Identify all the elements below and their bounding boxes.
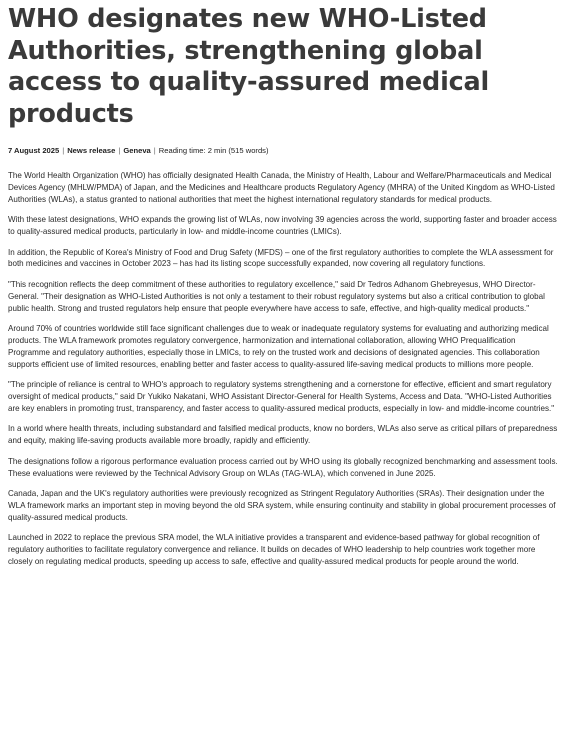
body-paragraph: "The principle of reliance is central to WHO's approach to regulatory systems strengthening and a cornerstone for effective, efficient and smart regulatory oversight of medical products," said Dr Yukiko Nakatani, WHO Assistant Director-General for Health Systems, Access and Data. "WHO-Listed Authorities are key enablers in promoting trust, transparency, and faster access to quality-assured medical products, especially in low- and middle-income countries." (8, 380, 555, 413)
article-title: WHO designates new WHO-Listed Authorities, strengthening global access to quality-assured medical products (8, 4, 490, 129)
meta-separator: | (153, 146, 156, 155)
body-paragraph: With these latest designations, WHO expands the growing list of WLAs, now involving 39 agencies across the world, supporting faster and broader access to quality-assured medical products, particularly in low- and middle-income countries (LMICs). (8, 215, 557, 237)
body-paragraph: Launched in 2022 to replace the previous SRA model, the WLA initiative provides a transparent and evidence-based pathway for global recognition of regulatory authorities to facilitate regulatory convergence and reliance. It builds on decades of WHO leadership to help countries work together more closely on regulating medical products, speeding up access to safe, effective and quality-assured medical products for people around the world. (8, 533, 540, 567)
article-meta (8, 146, 559, 156)
meta-separator: | (118, 146, 121, 155)
body-paragraph: Around 70% of countries worldwide still face significant challenges due to weak or inadequate regulatory systems for evaluating and authorizing medical products. The WLA framework promotes regulatory convergence, harmonization and international collaboration, allowing WHO Prequalification Programme and regulatory authorities, especially those in LMICs, to rely on the trusted work and decisions of designated agencies. This collaboration supports efficient use of limited resources, enabling better and faster access to quality-assured life-saving medical products to millions more people. (8, 324, 549, 369)
body-paragraph: Canada, Japan and the UK's regulatory authorities were previously recognized as Stringent Regulatory Authorities (SRAs). Their designation under the WLA framework marks an important step in moving beyond the old SRA system, while ensuring continuity and stability in global procurement processes of quality-assured medical products. (8, 489, 556, 522)
body-paragraph: In addition, the Republic of Korea's Ministry of Food and Drug Safety (MFDS) – one of the first regulatory authorities to complete the WLA assessment for both medicines and vaccines in October 2023 – has had its listing scope successfully expanded, now covering all regulatory functions. (8, 247, 554, 269)
body-paragraph: The World Health Organization (WHO) has officially designated Health Canada, the Ministry of Health, Labour and Welfare/Pharmaceuticals and Medical Devices Agency (MHLW/PMDA) of Japan, and the Medicines and Healthcare products Regulatory Agency (MHRA) of the United Kingdom as WHO-Listed Authorities (WLAs), a status granted to national authorities that meet the highest international regulatory standards for medical products. (8, 171, 555, 204)
article-body (8, 170, 559, 568)
body-paragraph: "This recognition reflects the deep commitment of these authorities to regulatory excellence," said Dr Tedros Adhanom Ghebreyesus, WHO Director-General. "Their designation as WHO-Listed Authorities is not only a testament to their robust regulatory systems but also a critical contribution to global public health. Strong and trusted regulators help ensure that people everywhere have access to safe, effective, and high-quality medical products." (8, 279, 545, 313)
body-paragraph: The designations follow a rigorous performance evaluation process carried out by WHO using its globally recognized benchmarking and assessment tools. These evaluations were reviewed by the Technical Advisory Group on WLAs (TAG-WLA), which convened in June 2025. (8, 456, 558, 478)
body-paragraph: In a world where health threats, including substandard and falsified medical products, know no borders, WLAs also serve as critical pillars of preparedness and equity, making life-saving products available more broadly, rapidly and efficiently. (8, 424, 558, 446)
meta-separator: | (62, 146, 65, 155)
publish-date: 7 August 2025 (8, 146, 60, 155)
news-type-link[interactable]: News release (67, 146, 116, 155)
location: Geneva (123, 146, 151, 155)
reading-time: Reading time: 2 min (515 words) (158, 146, 269, 155)
